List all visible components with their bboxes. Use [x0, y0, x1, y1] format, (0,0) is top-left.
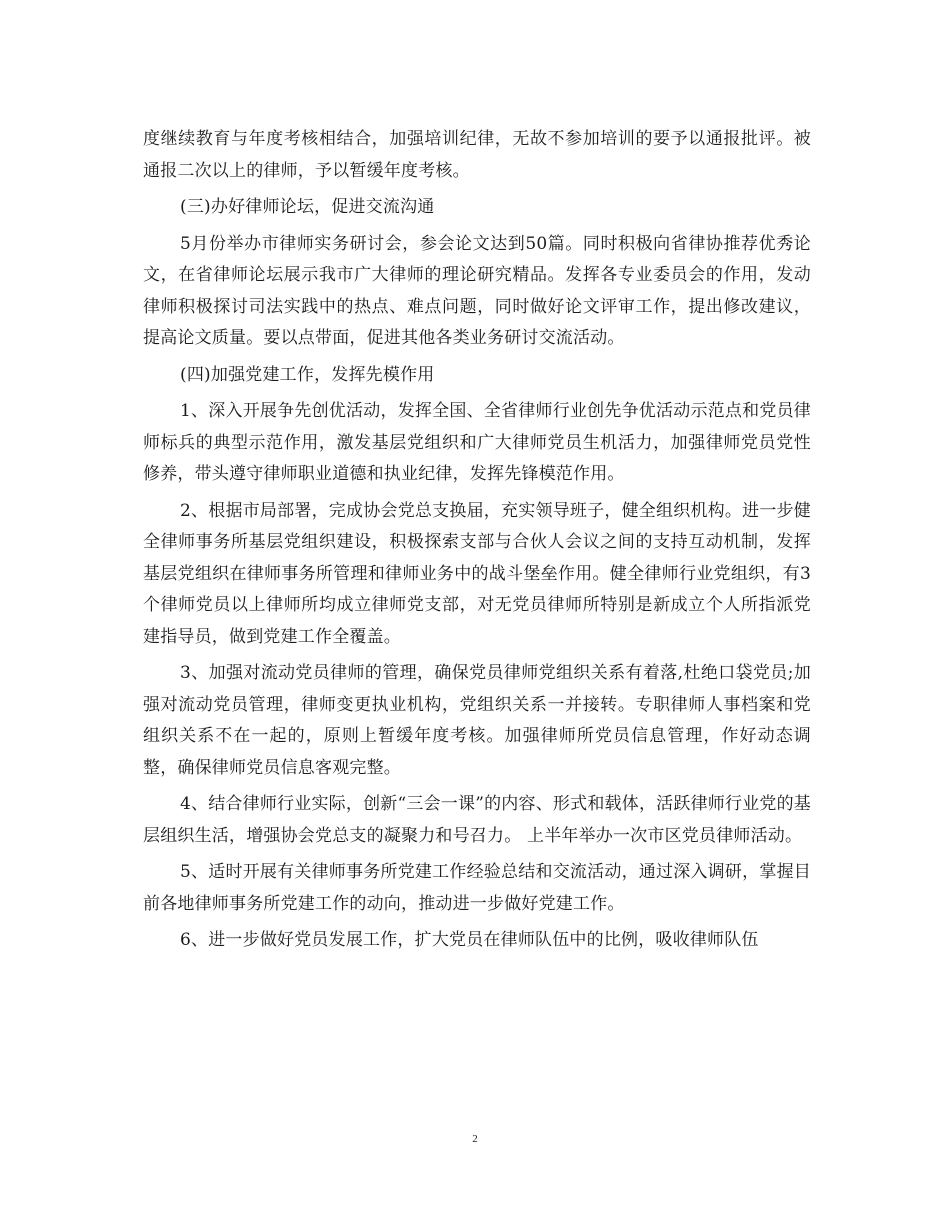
- section-heading-4: (四)加强党建工作，发挥先模作用: [180, 364, 435, 385]
- paragraph-continuation: 度继续教育与年度考核相结合，加强培训纪律，无故不参加培训的要予以通报批评。被通报二次以上的律师，予以暂缓年度考核。: [143, 129, 811, 181]
- page-number: 2: [472, 1133, 478, 1145]
- section-heading-3: (三)办好律师论坛，促进交流沟通: [180, 197, 435, 217]
- paragraph-item-5: 5、适时开展有关律师事务所党建工作经验总结和交流活动，通过深入调研，掌握目前各地律师事务所党建工作的动向，推动进一步做好党建工作。: [143, 862, 811, 914]
- paragraph-item-4: 4、结合律师行业实际，创新“三会一课”的内容、形式和载体，活跃律师行业党的基层组织生活，增强协会党总支的凝聚力和号召力。 上半年举办一次市区党员律师活动。: [143, 794, 811, 846]
- paragraph-item-2: 2、根据市局部署，完成协会党总支换届，充实领导班子，健全组织机构。进一步健全律师事务所基层党组织建设，积极探索支部与合伙人会议之间的支持互动机制，发挥基层党组织在律师事务所管理和律师业务中的战斗堡垒作用。健全律师行业党组织，有3个律师党员以上律师所均成立律师党支部，对无党员律师所特别是新成立个人所指派党建指导员，做到党建工作全覆盖。: [143, 500, 811, 647]
- paragraph-item-1: 1、深入开展争先创优活动，发挥全国、全省律师行业创先争优活动示范点和党员律师标兵的典型示范作用，激发基层党组织和广大律师党员生机活力，加强律师党员党性修养，带头遵守律师职业道德和执业纪律，发挥先锋模范作用。: [143, 401, 811, 484]
- document-body: [143, 124, 811, 962]
- paragraph-item-6: 6、进一步做好党员发展工作，扩大党员在律师队伍中的比例，吸收律师队伍: [180, 930, 759, 950]
- paragraph-forum: 5月份举办市律师实务研讨会，参会论文达到50篇。同时积极向省律协推荐优秀论文，在省律师论坛展示我市广大律师的理论研究精品。发挥各专业委员会的作用，发动律师积极探讨司法实践中的热点、难点问题，同时做好论文评审工作，提出修改建议，提高论文质量。要以点带面，促进其他各类业务研讨交流活动。: [143, 233, 811, 348]
- paragraph-item-3: 3、加强对流动党员律师的管理，确保党员律师党组织关系有着落,杜绝口袋党员;加强对流动党员管理，律师变更执业机构，党组织关系一并接转。专职律师人事档案和党组织关系不在一起的，原则上暂缓年度考核。加强律师所党员信息管理，作好动态调整，确保律师党员信息客观完整。: [143, 663, 811, 778]
